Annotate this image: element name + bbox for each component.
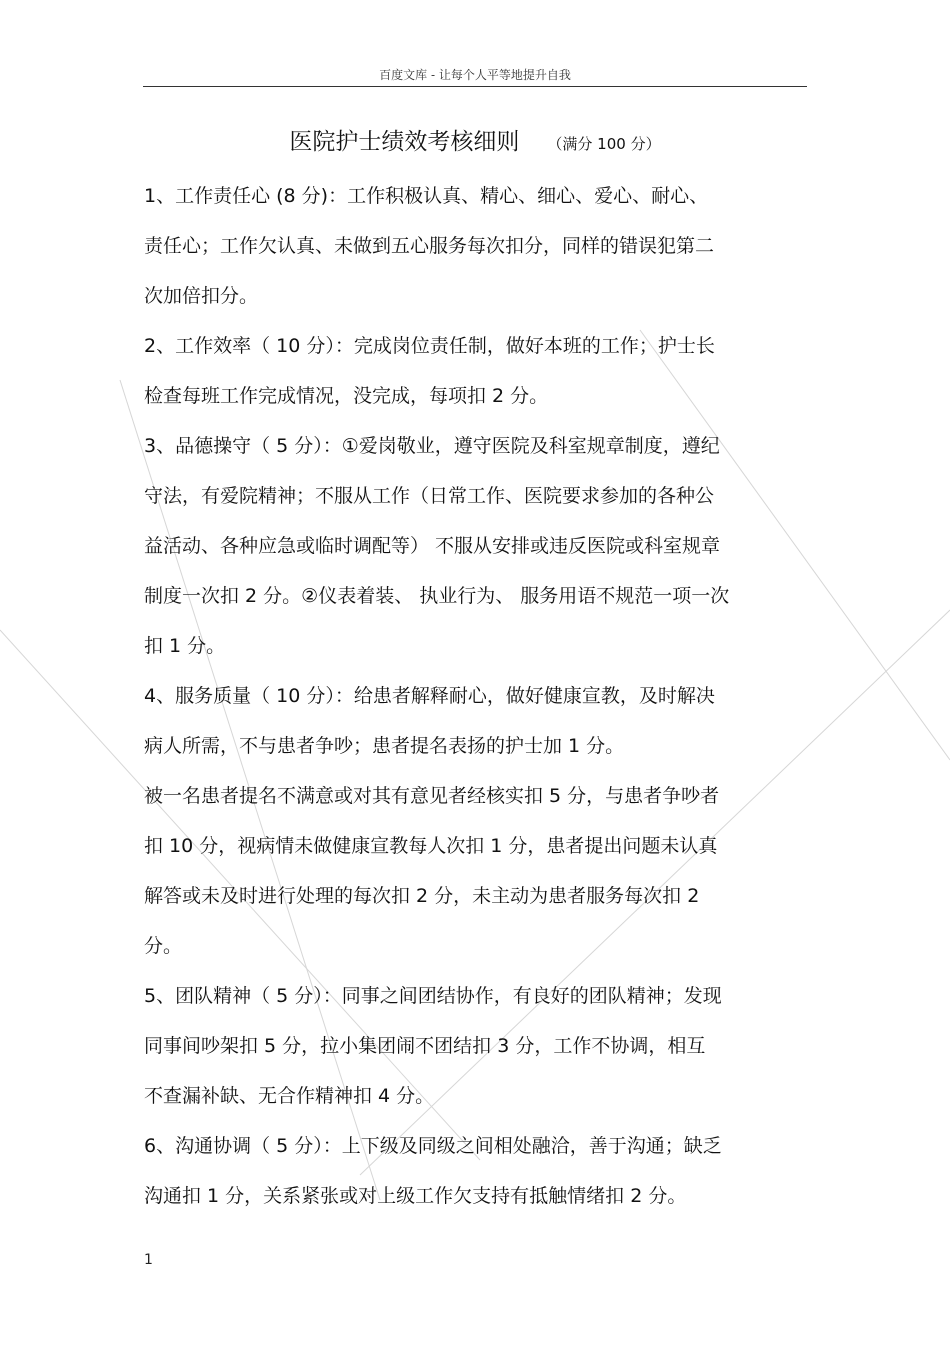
text-line: 解答或未及时进行处理的每次扣 2 分，未主动为患者服务每次扣 2 [144,885,700,907]
text-line: 4、服务质量（ 10 分）：给患者解释耐心，做好健康宣教，及时解决 [144,685,715,707]
document-subtitle: （满分 100 分） [547,135,661,153]
text-line: 病人所需，不与患者争吵；患者提名表扬的护士加 1 分。 [144,735,625,757]
text-line: 2、工作效率（ 10 分）：完成岗位责任制，做好本班的工作；护士长 [144,335,715,357]
text-line: 扣 10 分，视病情未做健康宣教每人次扣 1 分，患者提出问题未认真 [144,835,718,857]
text-line: 5、团队精神（ 5 分）：同事之间团结协作，有良好的团队精神；发现 [144,985,722,1007]
text-line: 6、沟通协调（ 5 分）：上下级及同级之间相处融洽，善于沟通；缺乏 [144,1135,722,1157]
text-line: 次加倍扣分。 [144,285,259,307]
document-title: 医院护士绩效考核细则 [289,129,520,155]
text-line: 沟通扣 1 分，关系紧张或对上级工作欠支持有抵触情绪扣 2 分。 [144,1185,687,1207]
text-line: 扣 1 分。 [144,635,226,657]
title-block [0,123,950,156]
document-header: 百度文库 - 让每个人平等地提升自我 [379,68,571,82]
text-line: 分。 [144,935,183,957]
text-line: 守法，有爱院精神；不服从工作（日常工作、医院要求参加的各种公 [144,485,715,507]
text-line: 1、工作责任心 (8 分)：工作积极认真、精心、细心、爱心、耐心、 [144,185,709,207]
text-line: 责任心；工作欠认真、未做到五心服务每次扣分，同样的错误犯第二 [144,235,715,257]
header-divider [143,86,807,87]
text-line: 同事间吵架扣 5 分，拉小集团闹不团结扣 3 分，工作不协调，相互 [144,1035,706,1057]
text-line: 制度一次扣 2 分。②仪表着装、 执业行为、 服务用语不规范一项一次 [144,585,730,607]
document-body [144,171,824,1221]
text-line: 检查每班工作完成情况，没完成，每项扣 2 分。 [144,385,549,407]
text-line: 3、品德操守（ 5 分）：①爱岗敬业，遵守医院及科室规章制度，遵纪 [144,435,720,457]
page-number: 1 [144,1252,153,1268]
text-line: 被一名患者提名不满意或对其有意见者经核实扣 5 分，与患者争吵者 [144,785,720,807]
text-line: 益活动、各种应急或临时调配等） 不服从安排或违反医院或科室规章 [144,535,721,557]
text-line: 不查漏补缺、无合作精神扣 4 分。 [144,1085,435,1107]
